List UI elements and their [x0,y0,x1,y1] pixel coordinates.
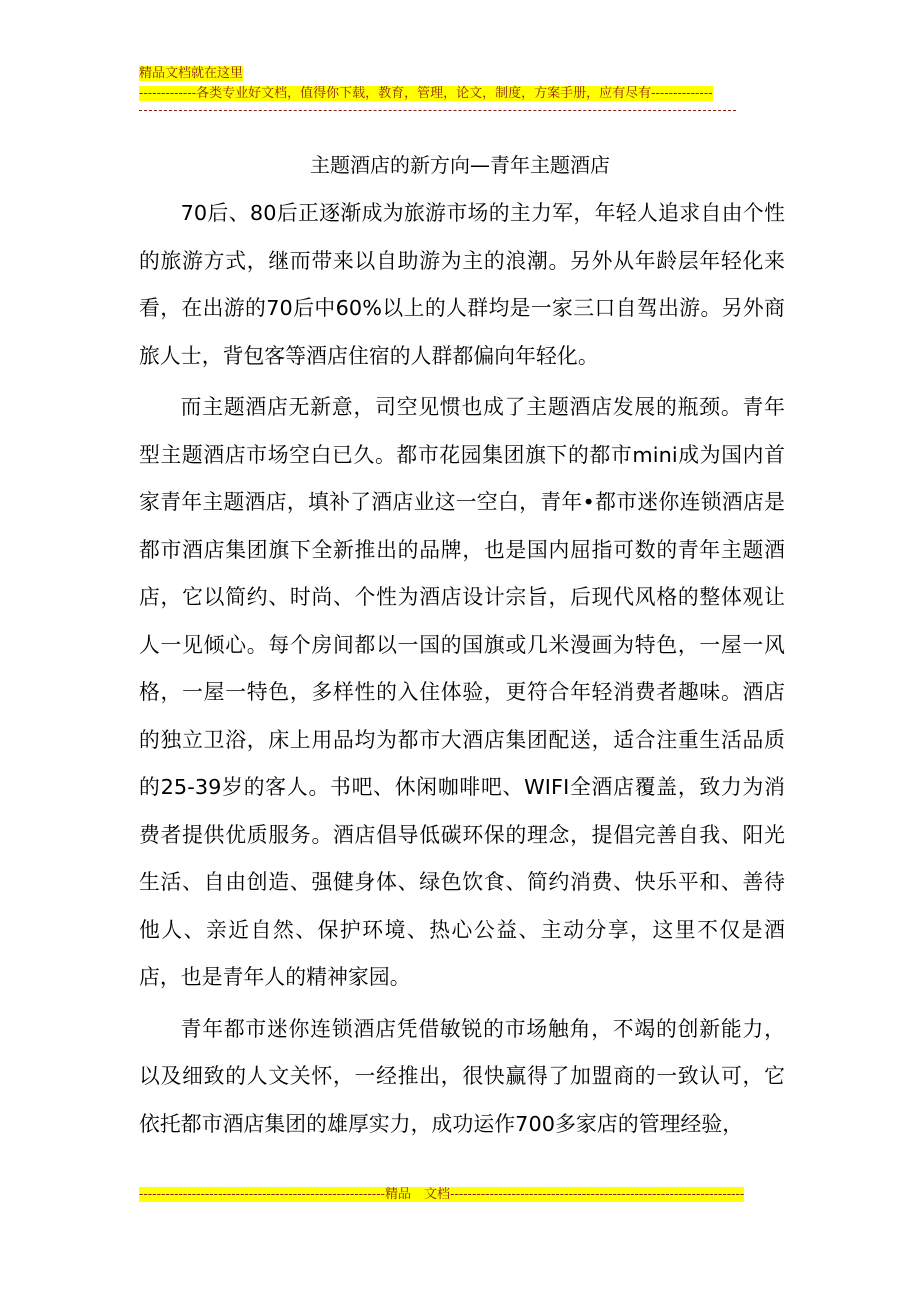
header-banner [139,86,713,102]
header-banner-text: -------------各类专业好文档，值得你下载，教育，管理，论文，制度，方案手册，应有尽有-------------- [139,86,713,101]
footer-banner-text: --------------------------------------------------------精品 文档------------------------------------------------------------------- [139,1187,745,1202]
header-divider [139,110,736,111]
document-title: 主题酒店的新方向—青年主题酒店 [310,153,610,177]
header-tagline-text: 精品文档就在这里 [139,66,244,81]
paragraph-2: 而主题酒店无新意，司空见惯也成了主题酒店发展的瓶颈。青年型主题酒店市场空白已久。都市花园集团旗下的都市mini成为国内首家青年主题酒店，填补了酒店业这一空白，青年•都市迷你连锁酒店是都市酒店集团旗下全新推出的品牌，也是国内屈指可数的青年主题酒店，它以简约、时尚、个性为酒店设计宗旨，后现代风格的整体观让人一见倾心。每个房间都以一国的国旗或几米漫画为特色，一屋一风格，一屋一特色，多样性的入住体验，更符合年轻消费者趣味。酒店的独立卫浴，床上用品均为都市大酒店集团配送，适合注重生活品质的25-39岁的客人。书吧、休闲咖啡吧、WIFI全酒店覆盖，致力为消费者提供优质服务。酒店倡导低碳环保的理念，提倡完善自我、阳光生活、自由创造、强健身体、绿色饮食、简约消费、快乐平和、善待他人、亲近自然、保护环境、热心公益、主动分享，这里不仅是酒店，也是青年人的精神家园。 [139,395,785,989]
document-body [139,190,785,1148]
paragraph-3: 青年都市迷你连锁酒店凭借敏锐的市场触角，不竭的创新能力，以及细致的人文关怀，一经推出，很快赢得了加盟商的一致认可，它依托都市酒店集团的雄厚实力，成功运作700多家店的管理经验， [139,1016,785,1136]
footer-banner [139,1187,744,1203]
paragraph-1: 70后、80后正逐渐成为旅游市场的主力军，年轻人追求自由个性的旅游方式，继而带来以自助游为主的浪潮。另外从年龄层年轻化来看，在出游的70后中60%以上的人群均是一家三口自驾出游。另外商旅人士，背包客等酒店住宿的人群都偏向年轻化。 [139,201,785,368]
header-tagline [139,66,243,82]
